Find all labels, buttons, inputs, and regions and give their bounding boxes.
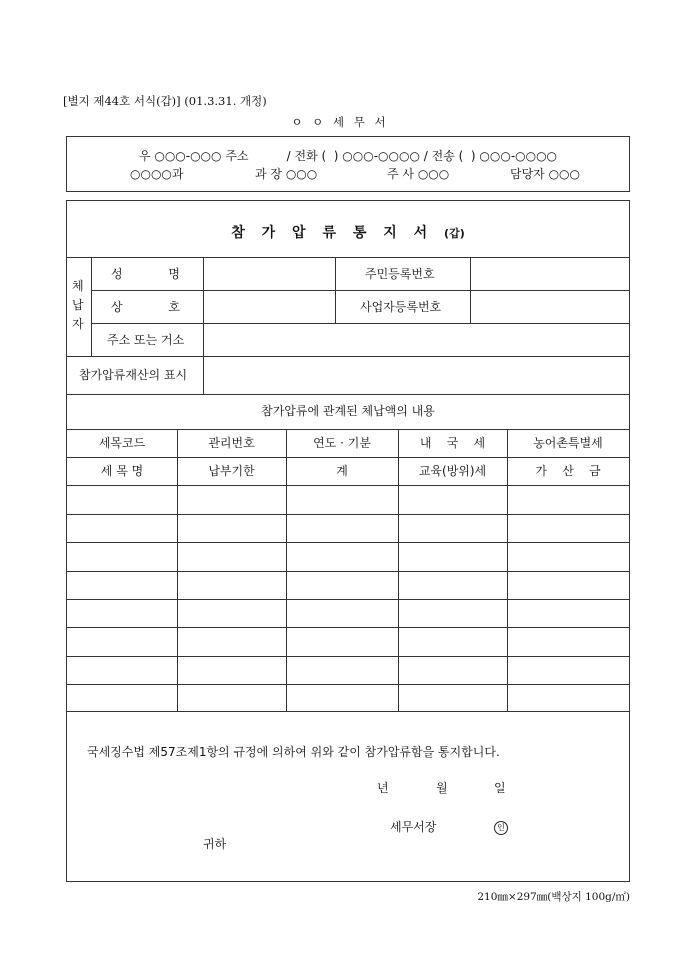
notice-statement: 국세징수법 제57조제1항의 규정에 의하여 위와 같이 참가압류함을 통지합니다. bbox=[87, 745, 500, 759]
col-national-tax: 내 국 세 bbox=[419, 436, 486, 450]
col-additional-charge: 가 산 금 bbox=[535, 464, 601, 478]
col-education-tax: 교육(방위)세 bbox=[418, 464, 487, 478]
officer: 주 사 ○○○ bbox=[387, 167, 450, 181]
business-number-label: 사업자등록번호 bbox=[360, 300, 442, 314]
address-label: 주소 또는 거소 bbox=[107, 333, 185, 347]
col-year-period: 연도 · 기분 bbox=[313, 436, 371, 450]
form-title: 참 가 압 류 통 지 서 (갑) bbox=[231, 225, 465, 241]
paper-spec-footnote: 210㎜×297㎜(백상지 100g/㎡) bbox=[477, 891, 630, 903]
date-year: 년 bbox=[377, 781, 389, 795]
notice-form bbox=[66, 200, 630, 882]
tax-office-head: 세무서장 bbox=[390, 820, 437, 834]
col-tax-item: 세 목 명 bbox=[100, 464, 144, 478]
name-label: 성 명 bbox=[111, 267, 180, 281]
col-total: 계 bbox=[336, 464, 348, 478]
col-rural-special-tax: 농어촌특별세 bbox=[533, 436, 603, 450]
form-number-label: [별지 제44호 서식(갑)] (01.3.31. 개정) bbox=[63, 94, 267, 108]
department: ○○○○과 bbox=[130, 167, 184, 181]
contact-row bbox=[67, 165, 629, 183]
resident-number-label: 주민등록번호 bbox=[365, 267, 435, 281]
related-arrears-heading: 참가압류에 관계된 체납액의 내용 bbox=[261, 404, 435, 418]
date-day: 일 bbox=[494, 781, 506, 795]
address-line: 우 ○○○-○○○ 주소 / 전화 ( ) ○○○-○○○○ / 전송 ( ) ○○○-○○○○ bbox=[138, 149, 558, 163]
seal-icon: 인 bbox=[494, 819, 508, 835]
col-tax-code: 세목코드 bbox=[98, 436, 146, 450]
trade-name-label: 상 호 bbox=[111, 300, 180, 314]
seized-property-label: 참가압류재산의 표시 bbox=[79, 368, 188, 382]
taxpayer-label: 체 납 자 bbox=[72, 279, 84, 331]
section-chief: 과 장 ○○○ bbox=[255, 167, 318, 181]
recipient-suffix: 귀하 bbox=[203, 837, 227, 851]
date-month: 월 bbox=[436, 781, 448, 795]
address-box bbox=[66, 136, 630, 192]
col-due-date: 납부기한 bbox=[208, 464, 255, 478]
col-management-no: 관리번호 bbox=[208, 436, 255, 450]
tax-office-name: ㅇ ㅇ 세 무 서 bbox=[291, 115, 389, 129]
contact-person: 담당자 ○○○ bbox=[510, 167, 581, 181]
